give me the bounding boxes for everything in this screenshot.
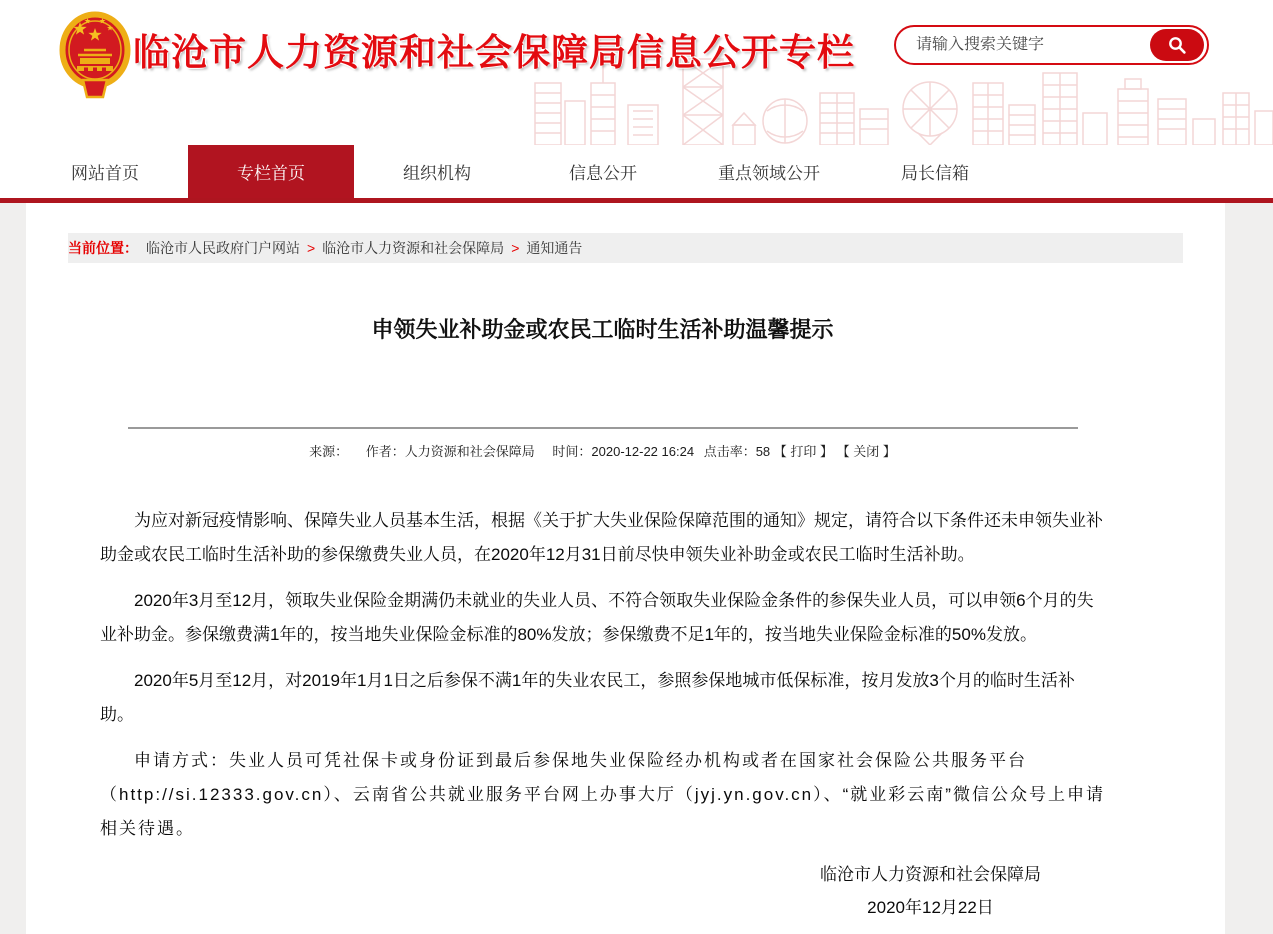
nav-item-director-mailbox[interactable]: 局长信箱 — [901, 164, 969, 183]
meta-author-value: 人力资源和社会保障局 — [404, 444, 535, 459]
meta-hits-label: 点击率： — [703, 444, 756, 459]
site-header — [0, 0, 1273, 145]
title-divider — [128, 427, 1078, 429]
meta-source-label: 来源： — [309, 444, 349, 459]
page-title: 临沧市人力资源和社会保障局信息公开专栏 — [133, 32, 855, 73]
breadcrumb-separator-icon: > — [307, 240, 316, 256]
nav-item-column-home[interactable]: 专栏首页 — [188, 145, 354, 198]
national-emblem-icon — [58, 8, 132, 102]
article-signature — [820, 858, 1041, 924]
meta-time-value: 2020-12-22 16:24 — [591, 444, 695, 459]
search-button[interactable] — [1150, 29, 1204, 61]
close-button[interactable]: 【 关闭 】 — [836, 444, 896, 459]
nav-item-organization[interactable]: 组织机构 — [403, 164, 471, 183]
breadcrumb — [68, 233, 1183, 263]
nav-item-site-home[interactable]: 网站首页 — [71, 164, 139, 183]
meta-time-label: 时间： — [552, 444, 592, 459]
breadcrumb-link-bureau[interactable]: 临沧市人力资源和社会保障局 — [322, 240, 505, 256]
meta-hits-value: 58 — [755, 444, 771, 459]
nav-item-info-disclosure[interactable]: 信息公开 — [569, 164, 637, 183]
search-box — [894, 25, 1209, 65]
paragraph-intro: 为应对新冠疫情影响、保障失业人员基本生活，根据《关于扩大失业保险保障范围的通知》规定，请符合以下条件还未申领失业补助金或农民工临时生活补助的参保缴费失业人员，在2020年12月31日前尽快申领失业补助金或农民工临时生活补助。 — [100, 511, 1103, 564]
breadcrumb-link-notices[interactable]: 通知通告 — [526, 240, 583, 256]
paragraph-unemployment-subsidy: 2020年3月至12月，领取失业保险金期满仍未就业的失业人员、不符合领取失业保险金条件的参保失业人员，可以申领6个月的失业补助金。参保缴费满1年的，按当地失业保险金标准的80%发放；参保缴费不足1年的，按当地失业保险金标准的50%发放。 — [100, 591, 1094, 644]
content-panel — [26, 203, 1225, 934]
article-meta — [100, 441, 1105, 460]
meta-author-label: 作者： — [365, 444, 405, 459]
signature-date: 2020年12月22日 — [867, 898, 994, 917]
breadcrumb-label: 当前位置： — [68, 240, 138, 256]
search-icon — [1167, 35, 1187, 55]
paragraph-application-method: 申请方式：失业人员可凭社保卡或身份证到最后参保地失业保险经办机构或者在国家社会保险公共服务平台（http://si.12333.gov.cn）、云南省公共就业服务平台网上办事大厅（jyj.yn.gov.cn）、“就业彩云南”微信公众号上申请相关待遇。 — [100, 751, 1105, 838]
article-title: 申领失业补助金或农民工临时生活补助温馨提示 — [371, 317, 834, 342]
nav-item-key-areas[interactable]: 重点领域公开 — [718, 164, 820, 183]
search-input[interactable] — [896, 36, 1150, 54]
article — [100, 315, 1105, 924]
paragraph-migrant-worker-subsidy: 2020年5月至12月，对2019年1月1日之后参保不满1年的失业农民工，参照参保地城市低保标准，按月发放3个月的临时生活补助。 — [100, 671, 1075, 724]
breadcrumb-link-portal[interactable]: 临沧市人民政府门户网站 — [146, 240, 300, 256]
main-nav — [0, 145, 1273, 203]
breadcrumb-separator-icon: > — [511, 240, 520, 256]
article-body — [100, 504, 1105, 846]
signature-org: 临沧市人力资源和社会保障局 — [820, 865, 1041, 884]
print-button[interactable]: 【 打印 】 — [773, 444, 834, 459]
